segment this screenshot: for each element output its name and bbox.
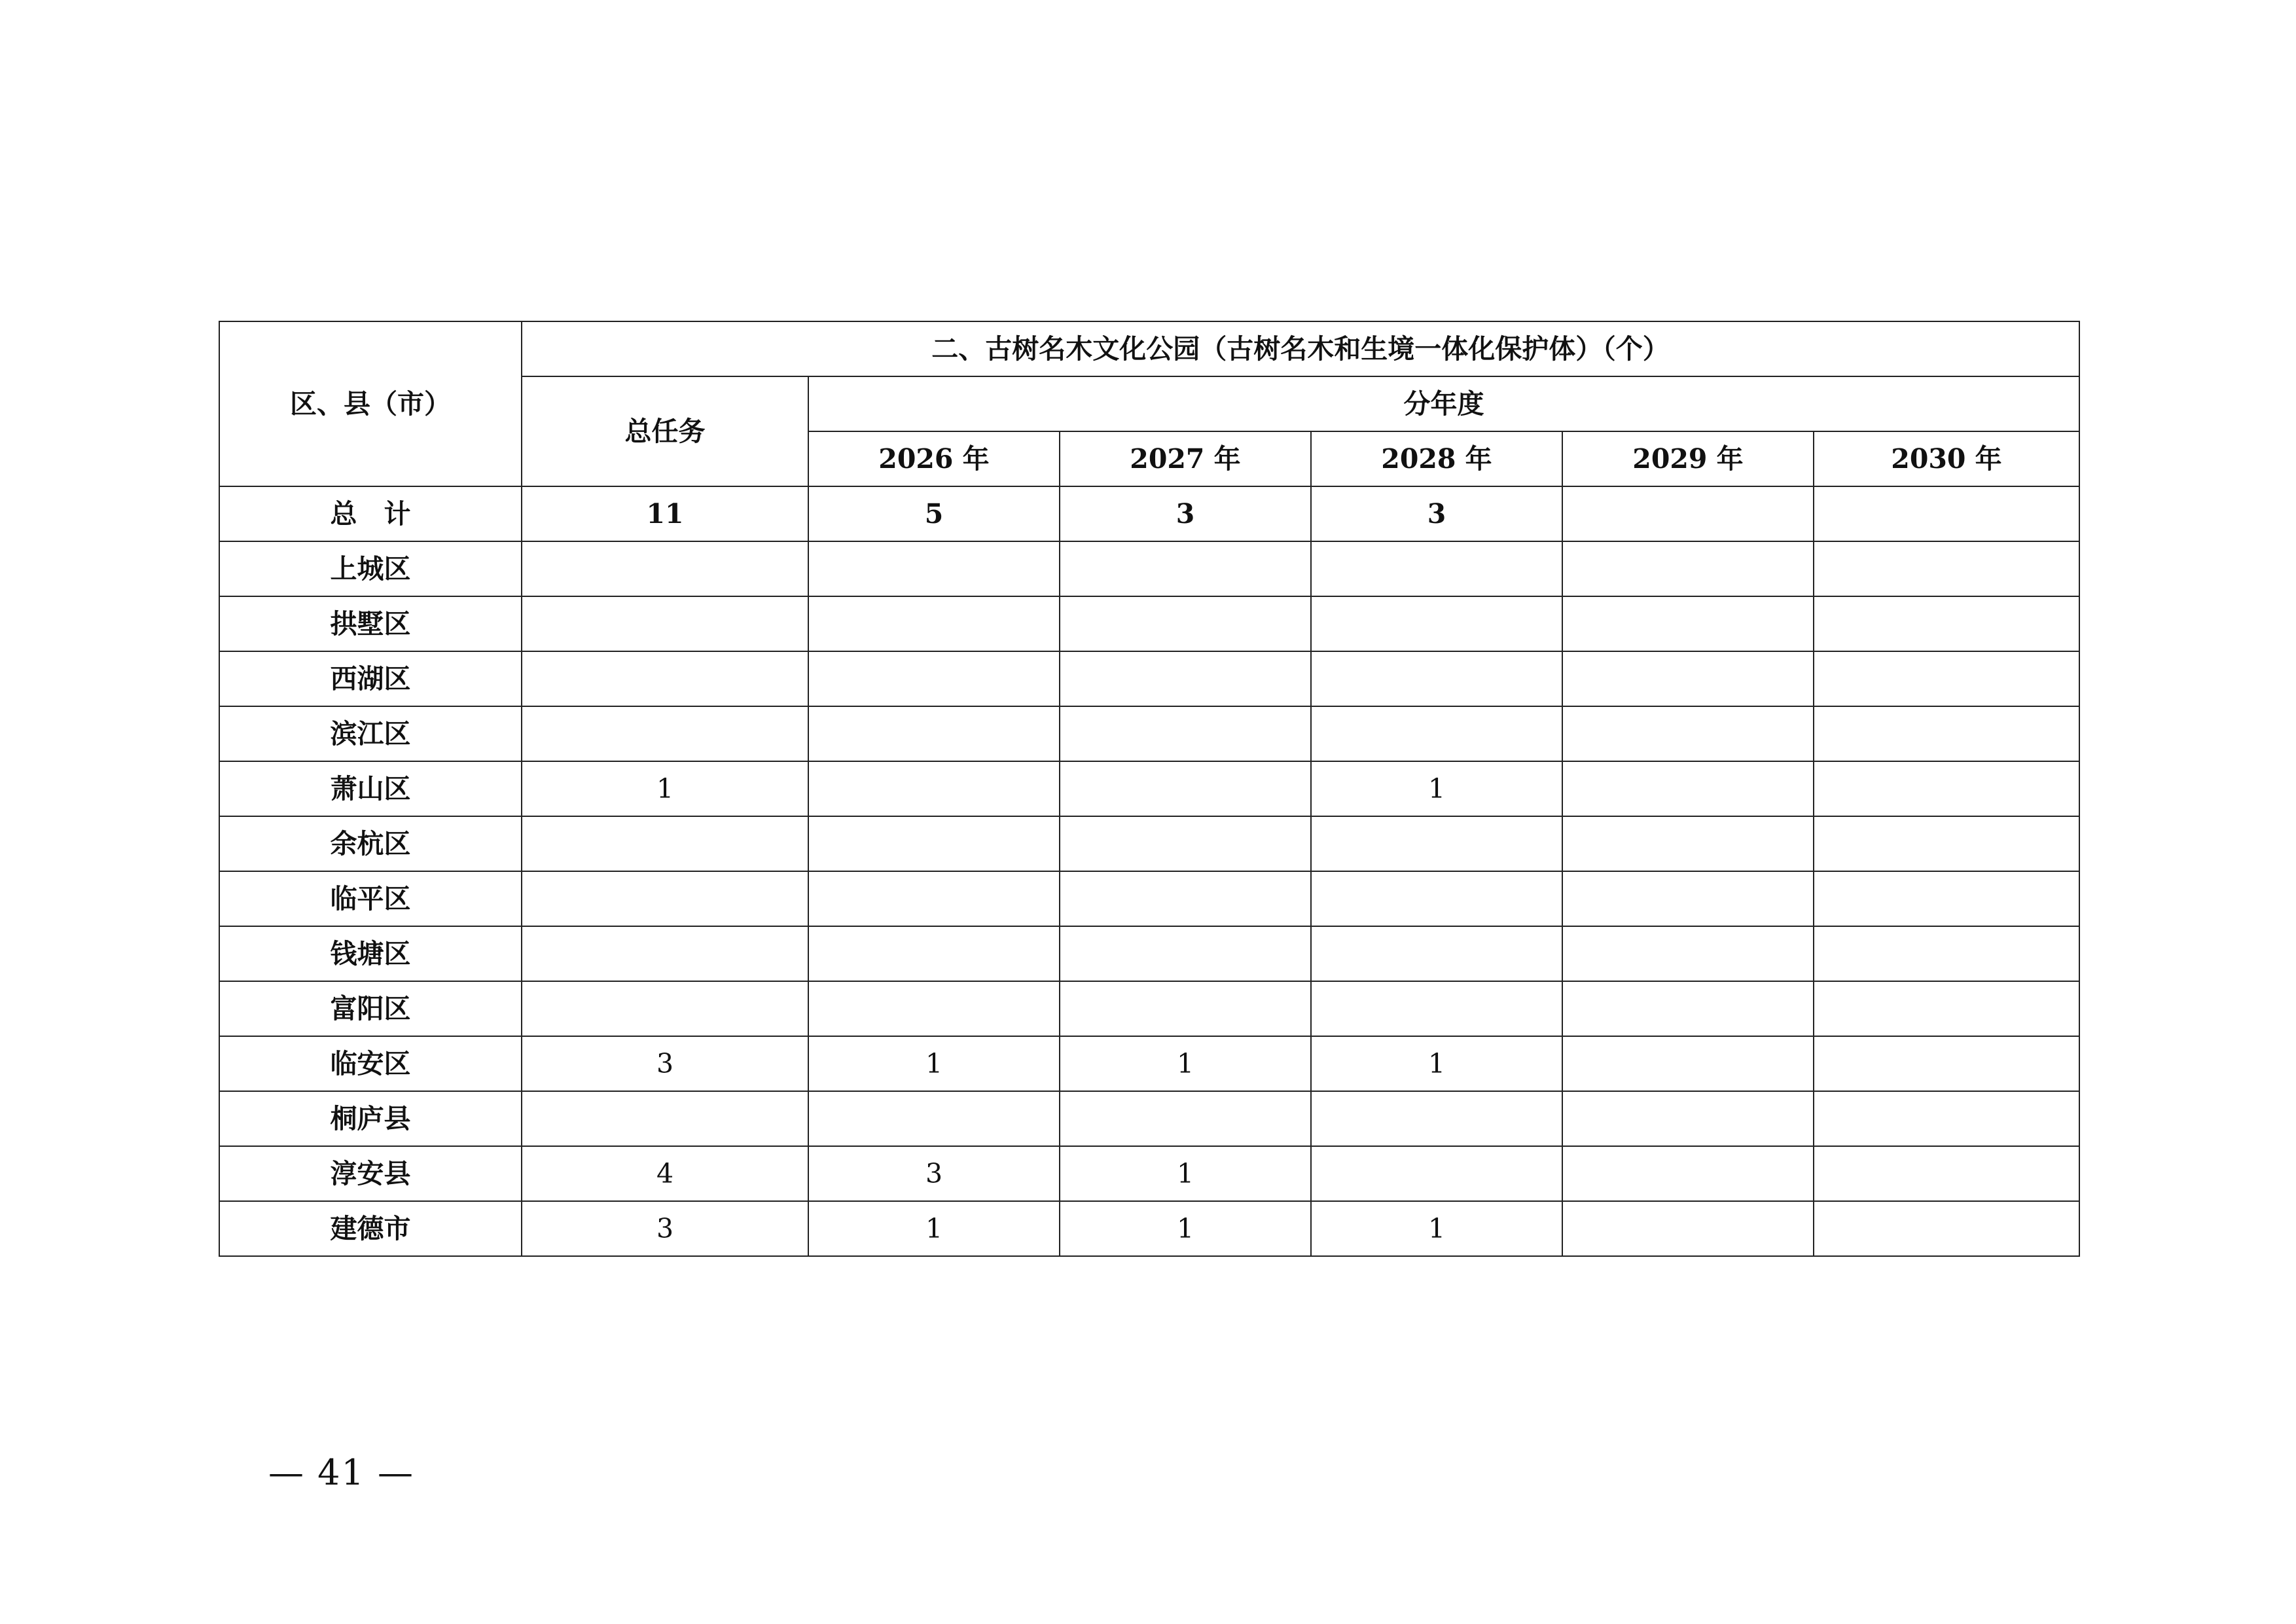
y2029-cell	[1562, 761, 1814, 816]
by-year-header: 分年度	[808, 376, 2079, 431]
total-cell	[522, 1091, 808, 1146]
total-cell	[522, 926, 808, 981]
total-cell: 1	[522, 761, 808, 816]
region-cell: 建德市	[219, 1201, 522, 1256]
table-row	[219, 651, 2079, 706]
y2027-cell	[1060, 871, 1311, 926]
year-header-2027: 2027 年	[1060, 431, 1311, 486]
y2030-cell	[1814, 871, 2079, 926]
region-cell: 临平区	[219, 871, 522, 926]
total-row-total: 11	[522, 486, 808, 541]
y2028-cell	[1311, 871, 1562, 926]
y2027-cell	[1060, 706, 1311, 761]
total-cell	[522, 816, 808, 871]
total-cell	[522, 596, 808, 651]
total-row-label: 总 计	[219, 486, 522, 541]
table-row	[219, 871, 2079, 926]
region-cell: 滨江区	[219, 706, 522, 761]
y2026-cell: 3	[808, 1146, 1060, 1201]
page-number: — 41 —	[268, 1452, 415, 1493]
total-row-2030	[1814, 486, 2079, 541]
total-cell	[522, 541, 808, 596]
y2030-cell	[1814, 1146, 2079, 1201]
y2027-cell: 1	[1060, 1146, 1311, 1201]
y2028-cell: 1	[1311, 1036, 1562, 1091]
total-cell	[522, 981, 808, 1036]
target-table	[219, 321, 2080, 1257]
total-row-2026: 5	[808, 486, 1060, 541]
y2030-cell	[1814, 1036, 2079, 1091]
year-header-2030: 2030 年	[1814, 431, 2079, 486]
y2029-cell	[1562, 1146, 1814, 1201]
y2029-cell	[1562, 596, 1814, 651]
y2029-cell	[1562, 651, 1814, 706]
y2030-cell	[1814, 761, 2079, 816]
y2029-cell	[1562, 1091, 1814, 1146]
y2030-cell	[1814, 981, 2079, 1036]
y2030-cell	[1814, 596, 2079, 651]
table-row	[219, 1201, 2079, 1256]
y2027-cell	[1060, 761, 1311, 816]
y2027-cell	[1060, 541, 1311, 596]
table-row	[219, 816, 2079, 871]
y2027-cell	[1060, 926, 1311, 981]
y2028-cell	[1311, 1146, 1562, 1201]
total-cell: 3	[522, 1201, 808, 1256]
y2030-cell	[1814, 1091, 2079, 1146]
year-header-2029: 2029 年	[1562, 431, 1814, 486]
y2027-cell	[1060, 596, 1311, 651]
table-row	[219, 596, 2079, 651]
y2029-cell	[1562, 981, 1814, 1036]
year-header-2028: 2028 年	[1311, 431, 1562, 486]
y2029-cell	[1562, 1201, 1814, 1256]
y2027-cell	[1060, 1091, 1311, 1146]
y2029-cell	[1562, 816, 1814, 871]
y2026-cell	[808, 596, 1060, 651]
y2026-cell	[808, 871, 1060, 926]
table-body	[219, 541, 2079, 1256]
y2027-cell	[1060, 816, 1311, 871]
total-task-header: 总任务	[522, 376, 808, 486]
y2029-cell	[1562, 926, 1814, 981]
y2029-cell	[1562, 541, 1814, 596]
y2026-cell	[808, 541, 1060, 596]
y2026-cell	[808, 816, 1060, 871]
y2028-cell	[1311, 926, 1562, 981]
table-row	[219, 541, 2079, 596]
table-row	[219, 1146, 2079, 1201]
region-cell: 淳安县	[219, 1146, 522, 1201]
y2026-cell	[808, 981, 1060, 1036]
y2030-cell	[1814, 651, 2079, 706]
y2030-cell	[1814, 541, 2079, 596]
total-cell: 4	[522, 1146, 808, 1201]
table-row	[219, 706, 2079, 761]
y2030-cell	[1814, 1201, 2079, 1256]
y2029-cell	[1562, 871, 1814, 926]
y2028-cell	[1311, 596, 1562, 651]
y2026-cell	[808, 706, 1060, 761]
table-row	[219, 761, 2079, 816]
table-row	[219, 981, 2079, 1036]
region-cell: 富阳区	[219, 981, 522, 1036]
y2028-cell	[1311, 706, 1562, 761]
section-title: 二、古树名木文化公园（古树名木和生境一体化保护体）（个）	[522, 321, 2079, 376]
y2027-cell: 1	[1060, 1036, 1311, 1091]
total-cell: 3	[522, 1036, 808, 1091]
region-cell: 拱墅区	[219, 596, 522, 651]
y2026-cell	[808, 926, 1060, 981]
total-row-2029	[1562, 486, 1814, 541]
y2027-cell: 1	[1060, 1201, 1311, 1256]
region-header: 区、县（市）	[219, 321, 522, 486]
region-cell: 余杭区	[219, 816, 522, 871]
y2030-cell	[1814, 816, 2079, 871]
y2029-cell	[1562, 1036, 1814, 1091]
y2028-cell	[1311, 1091, 1562, 1146]
total-cell	[522, 651, 808, 706]
y2028-cell	[1311, 816, 1562, 871]
y2026-cell	[808, 651, 1060, 706]
y2026-cell: 1	[808, 1201, 1060, 1256]
total-row-2028: 3	[1311, 486, 1562, 541]
region-cell: 临安区	[219, 1036, 522, 1091]
table-row	[219, 1036, 2079, 1091]
y2029-cell	[1562, 706, 1814, 761]
region-cell: 西湖区	[219, 651, 522, 706]
y2028-cell	[1311, 541, 1562, 596]
y2028-cell: 1	[1311, 761, 1562, 816]
region-cell: 萧山区	[219, 761, 522, 816]
y2030-cell	[1814, 926, 2079, 981]
total-cell	[522, 871, 808, 926]
region-cell: 桐庐县	[219, 1091, 522, 1146]
y2027-cell	[1060, 651, 1311, 706]
total-row-2027: 3	[1060, 486, 1311, 541]
y2030-cell	[1814, 706, 2079, 761]
total-row	[219, 486, 2079, 541]
region-cell: 钱塘区	[219, 926, 522, 981]
table-row	[219, 1091, 2079, 1146]
y2028-cell: 1	[1311, 1201, 1562, 1256]
y2026-cell	[808, 761, 1060, 816]
total-cell	[522, 706, 808, 761]
year-header-2026: 2026 年	[808, 431, 1060, 486]
region-cell: 上城区	[219, 541, 522, 596]
y2028-cell	[1311, 651, 1562, 706]
y2027-cell	[1060, 981, 1311, 1036]
y2028-cell	[1311, 981, 1562, 1036]
y2026-cell: 1	[808, 1036, 1060, 1091]
table-row	[219, 926, 2079, 981]
y2026-cell	[808, 1091, 1060, 1146]
